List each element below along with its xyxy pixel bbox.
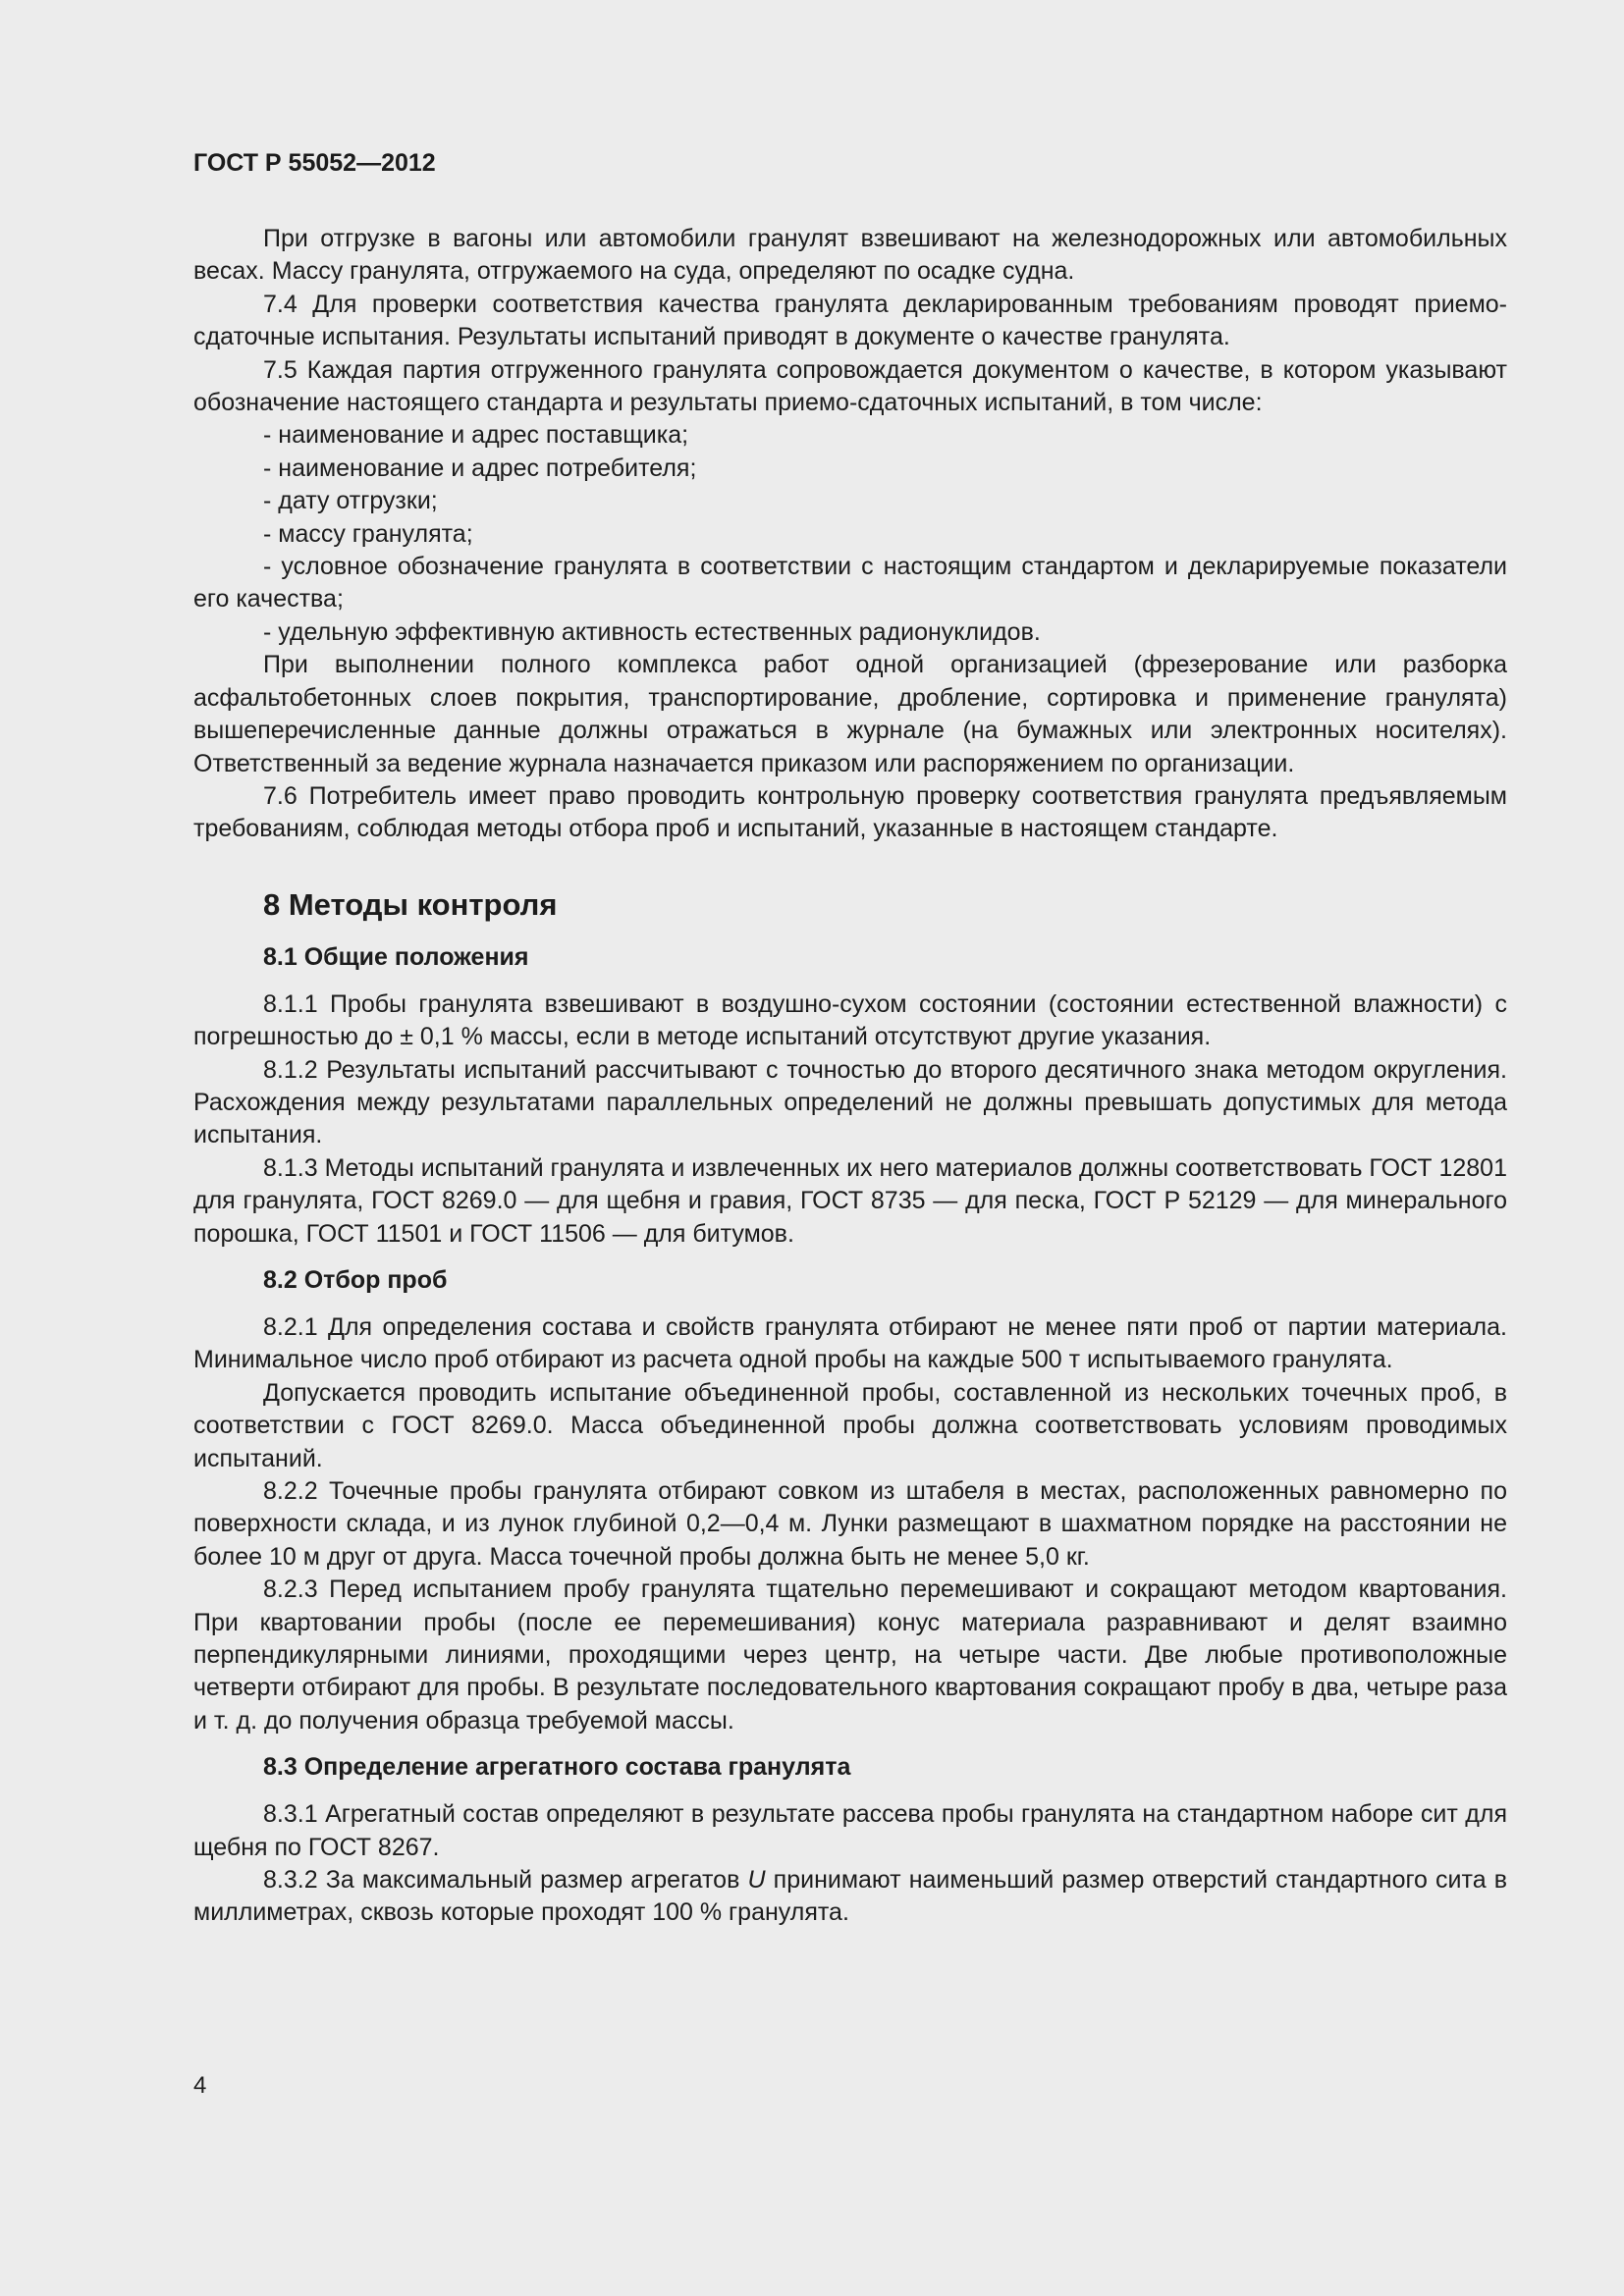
paragraph: 7.6 Потребитель имеет право проводить контрольную проверку соответствия гранулята предъявляемым требованиям, соблюдая методы отбора проб и испытаний, указанные в настоящем стандарте. (193, 781, 1507, 843)
document-page (193, 145, 1507, 1930)
paragraph: 8.2.1 Для определения состава и свойств гранулята отбирают не менее пяти проб от партии материала. Минимальное число проб отбирают из расчета одной пробы на каждые 500 т испытываемого гранулята. (193, 1312, 1507, 1374)
section-heading: 8 Методы контроля (263, 886, 558, 922)
paragraph: 8.1.2 Результаты испытаний рассчитывают с точностью до второго десятичного знака методом округления. Расхождения между результатами параллельных определений не должны превышать допустимых для метода испытания. (193, 1055, 1507, 1149)
paragraph: Допускается проводить испытание объединенной пробы, составленной из нескольких точечных проб, в соответствии с ГОСТ 8269.0. Масса объединенной пробы должна соответствовать условиям проводимых испытаний. (193, 1378, 1507, 1472)
list-item: - дату отгрузки; (263, 487, 438, 515)
list-item: - удельную эффективную активность естественных радионуклидов. (263, 617, 1041, 646)
list-item: - наименование и адрес потребителя; (263, 454, 697, 482)
list-item: - условное обозначение гранулята в соответствии с настоящим стандартом и декларируемые показатели его качества; (193, 553, 1507, 614)
subsection-heading: 8.3 Определение агрегатного состава гранулята (263, 1753, 851, 1782)
paragraph: 8.2.2 Точечные пробы гранулята отбирают совком из штабеля в местах, расположенных равномерно по поверхности склада, и из лунок глубиной 0,2—0,4 м. Лунки размещают в шахматном порядке на расстоянии не более 10 м друг от друга. Масса точечной пробы должна быть не менее 5,0 кг. (193, 1477, 1507, 1571)
paragraph: 7.5 Каждая партия отгруженного гранулята сопровождается документом о качестве, в котором указывают обозначение настоящего стандарта и результаты приемо-сдаточных испытаний, в том числе: (193, 355, 1507, 417)
paragraph: 8.1.3 Методы испытаний гранулята и извлеченных их него материалов должны соответствовать ГОСТ 12801 для гранулята, ГОСТ 8269.0 — для щебня и гравия, ГОСТ 8735 — для песка, ГОСТ Р 52129 — для минерального порошка, ГОСТ 11501 и ГОСТ 11506 — для битумов. (193, 1153, 1507, 1248)
document-header: ГОСТ Р 55052—2012 (193, 149, 436, 177)
text-run: 8.3.2 За максимальный размер агрегатов (263, 1866, 748, 1895)
list-item: - массу гранулята; (263, 519, 473, 548)
paragraph: При выполнении полного комплекса работ одной организацией (фрезерование или разборка асфальтобетонных слоев покрытия, транспортирование, дробление, сортировка и применение гранулята) вышеперечисленные данные должны отражаться в журнале (на бумажных или электронных носителях). Ответственный за ведение журнала назначается приказом или распоряжением по организации. (193, 651, 1507, 777)
subsection-heading: 8.1 Общие положения (263, 942, 529, 971)
paragraph: 7.4 Для проверки соответствия качества гранулята декларированным требованиям проводят приемо-сдаточные испытания. Результаты испытаний приводят в документе о качестве гранулята. (193, 290, 1507, 351)
paragraph: 8.1.1 Пробы гранулята взвешивают в воздушно-сухом состоянии (состоянии естественной влажности) с погрешностью до ± 0,1 % массы, если в методе испытаний отсутствуют другие указания. (193, 989, 1507, 1051)
paragraph (193, 1864, 1507, 1930)
text-run: принимают наименьший размер отверстий стандартного сита в миллиметрах, сквозь которые проходят 100 % гранулята. (193, 1866, 1507, 1927)
variable-symbol: U (747, 1866, 766, 1895)
page-number: 4 (193, 2072, 207, 2099)
paragraph: 8.2.3 Перед испытанием пробу гранулята тщательно перемешивают и сокращают методом квартования. При квартовании пробы (после ее перемешивания) конус материала разравнивают и делят взаимно перпендикулярными линиями, проходящими через центр, на четыре части. Две любые противоположные четверти отбирают для пробы. В результате последовательного квартования сокращают пробу в два, четыре раза и т. д. до получения образца требуемой массы. (193, 1575, 1507, 1735)
paragraph: При отгрузке в вагоны или автомобили гранулят взвешивают на железнодорожных или автомобильных весах. Массу гранулята, отгружаемого на суда, определяют по осадке судна. (193, 225, 1507, 286)
subsection-heading: 8.2 Отбор проб (263, 1265, 448, 1294)
paragraph: 8.3.1 Агрегатный состав определяют в результате рассева пробы гранулята на стандартном наборе сит для щебня по ГОСТ 8267. (193, 1800, 1507, 1861)
list-item: - наименование и адрес поставщика; (263, 421, 689, 450)
